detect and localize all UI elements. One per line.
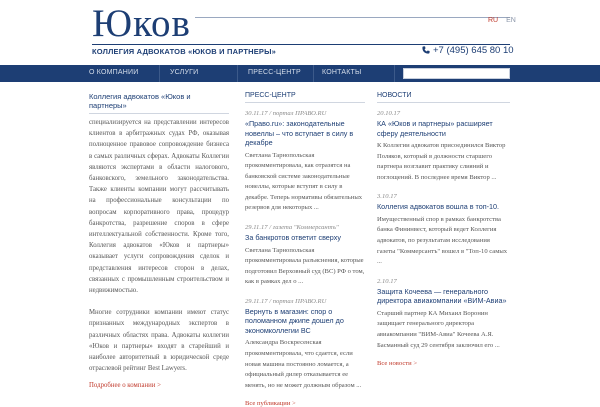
press-column [245,92,365,407]
press-item-text: Светлана Тарнопольская прокомментировала, как отразятся на банковской системе законодательные новеллы, которые вступят в силу в декабре. Теперь нормативы обязательных резервов для некоторых ... [245,151,363,212]
news-column [377,92,510,367]
news-item-title[interactable]: Коллегия адвокатов вошла в топ-10. [377,202,500,212]
news-item-text: Имущественный спор в рамках банкротства банка Фининвест, который ведет Коллегия адвокатов, по результатам исследования газеты "Коммерсантъ" вошел в "Топ-10 самых ... [377,215,508,266]
nav-item-press[interactable]: ПРЕСС-ЦЕНТР [248,69,301,76]
press-item-meta: 30.11.17 / портал ПРАВО.RU [245,110,327,117]
phone-icon [422,46,430,54]
press-item-meta: 29.11.17 / газета "Коммерсантъ" [245,224,339,232]
main-nav [0,65,600,82]
nav-item-services[interactable]: УСЛУГИ [170,69,199,76]
news-item-text: К Коллегии адвокатов присоединился Виктор Поляков, который в должности старшего партнера возглавит практику слияний и поглощений. В последнее время Виктор ... [377,142,506,181]
news-item-date: 2.10.17 [377,277,397,285]
logo[interactable]: Юков [92,4,195,44]
company-subtitle: КОЛЛЕГИЯ АДВОКАТОВ «ЮКОВ И ПАРТНЕРЫ» [92,47,277,56]
all-news-link[interactable]: Все новости > [377,360,418,368]
press-item-title[interactable]: «Право.ru»: законодательные новеллы – что вступает в силу в декабре [245,119,354,147]
about-title: Коллегия адвокатов «Юков и партнеры» [89,92,229,114]
about-more-link[interactable]: Подробнее о компании > [89,382,161,390]
phone-text: +7 (495) 645 80 10 [433,45,514,56]
news-item-date: 20.10.17 [377,110,401,117]
nav-item-about[interactable]: О КОМПАНИИ [89,69,139,76]
press-item-text: Светлана Тарнопольская прокомментировала разъяснения, которые подготовил Верховный суд (ВС) РФ о том, как в рамках дел о ... [245,246,365,286]
news-item-title[interactable]: КА «Юков и партнеры» расширяет сферу деятельности [377,119,493,138]
phone-number[interactable] [422,45,514,56]
news-heading[interactable]: НОВОСТИ [377,92,510,103]
nav-separator [313,65,314,82]
lang-en-link[interactable]: EN [506,17,516,24]
about-text: специализируется на представлении интересов клиентов в арбитражных судах РФ, оказывая полноценное правовое сопровождение бизнеса в самых различных сферах. Адвокаты Коллегии являются экспертами в области налогового, банковского, земельного законодательства. Также клиенты компании могут рассчитывать на профессиональные консультации по вопросам корпоративного права, процедур банкротства, разрешение споров в сфере интеллектуальной собственности. Кроме того, Коллегия адвокатов «Юков и партнеры» оказывает услуги сопровождения сделок и представления интересов сторон в делах, связанных с промышленным строительством и недвижимостью. [89,119,229,295]
about-column [89,92,229,389]
lang-ru-link[interactable]: RU [488,17,499,24]
press-item-title[interactable]: За банкротов ответит сверху [245,233,341,243]
news-item-date: 3.10.17 [377,193,397,201]
nav-separator [394,65,395,82]
news-item-text: Старший партнер КА Михаил Воронин защищает генерального директора авиакомпании "ВИМ-Авиа" Кочеева А.Я. Басманный суд 29 сентября заключил его ... [377,309,500,349]
news-item-title[interactable]: Защита Кочеева — генерального директора авиакомпании «ВИМ-Авиа» [377,286,507,306]
nav-item-contacts[interactable]: КОНТАКТЫ [322,69,362,76]
press-item [245,109,365,214]
nav-separator [237,65,238,82]
press-item-title[interactable]: Вернуть в магазин: спор о поломанном джипе дошел до экономколлегии ВС [245,306,344,335]
all-publications-link[interactable]: Все публикации > [245,400,296,407]
search-input[interactable] [403,68,510,79]
press-item-meta: 29.11.17 / портал ПРАВО.RU [245,297,327,305]
press-item [245,223,365,288]
press-heading[interactable]: ПРЕСС-ЦЕНТР [245,92,365,103]
news-item [377,192,510,267]
news-item [377,109,510,183]
about-text-2: Многие сотрудники компании имеют статус признанных международных экспертов в различных областях права. Адвокаты коллегии «Юков и партнеры» входят в старейший и наиболее авторитетный в юридической среде отраслевой рейтинг Best Lawyers. [89,309,229,373]
news-item [377,277,510,351]
language-switch [488,17,516,24]
nav-separator [159,65,160,82]
header [0,0,600,65]
press-item-text: Александра Воскресенская прокомментировала, что сдается, если новая машина постоянно ломается, а официальный дилер отказывается ее менять, но не может должным образом ... [245,339,362,389]
press-item [245,297,365,391]
